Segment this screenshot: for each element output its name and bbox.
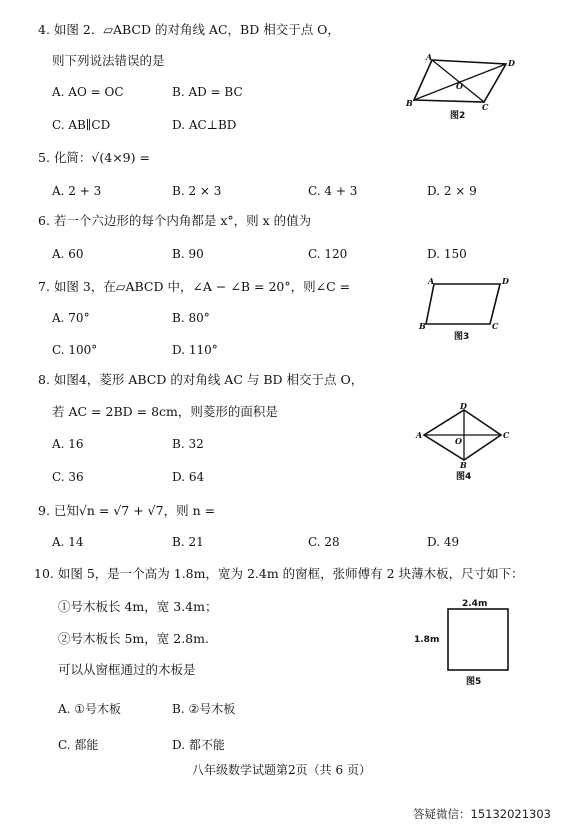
- contact-watermark: 答疑微信：15132021303: [413, 807, 551, 821]
- q7-option-c: C. 100°: [52, 343, 98, 357]
- q10-stem: 10. 如图 5，是一个高为 1.8m，宽为 2.4m 的窗框，张师傅有 2 块薄木板，尺寸如下：: [34, 566, 524, 581]
- q4-option-d: D. AC⊥BD: [172, 118, 237, 132]
- q4-stem-line2: 则下列说法错误的是: [52, 53, 165, 68]
- q5-option-d: D. 2 × 9: [427, 184, 477, 198]
- q8-stem-line2: 若 AC = 2BD = 8cm，则菱形的面积是: [52, 404, 278, 419]
- q6-option-a: A. 60: [52, 247, 84, 261]
- q9-option-b: B. 21: [172, 535, 204, 549]
- fig4-label-a: A: [416, 430, 423, 440]
- figure-2-parallelogram: [400, 52, 520, 122]
- fig3-label-b: B: [419, 321, 426, 331]
- q4-option-a: A. AO = OC: [52, 85, 124, 99]
- q10-board-1: ①号木板长 4m，宽 3.4m；: [58, 599, 218, 614]
- fig5-height-label: 1.8m: [414, 635, 440, 645]
- q5-option-c: C. 4 + 3: [308, 184, 358, 198]
- fig4-label-o: O: [455, 436, 462, 446]
- q5-option-b: B. 2 × 3: [172, 184, 222, 198]
- q6-stem: 6. 若一个六边形的每个内角都是 x°，则 x 的值为: [38, 213, 312, 228]
- q9-option-c: C. 28: [308, 535, 340, 549]
- q9-option-a: A. 14: [52, 535, 84, 549]
- q5-stem: 5. 化简：√(4×9) =: [38, 150, 150, 165]
- figure-5-window-frame: [410, 596, 520, 688]
- page-footer: 八年级数学试题第2页（共 6 页）: [192, 763, 371, 777]
- q10-option-d: D. 都不能: [172, 738, 225, 752]
- q9-stem: 9. 已知√n = √7 + √7，则 n =: [38, 503, 216, 518]
- q8-option-d: D. 64: [172, 470, 205, 484]
- q8-option-a: A. 16: [52, 437, 84, 451]
- fig3-label-d: D: [502, 276, 509, 286]
- q10-option-c: C. 都能: [58, 738, 99, 752]
- q7-stem: 7. 如图 3，在▱ABCD 中，∠A − ∠B = 20°，则∠C =: [38, 279, 351, 294]
- q9-option-d: D. 49: [427, 535, 460, 549]
- q10-option-a: A. ①号木板: [58, 702, 122, 716]
- fig3-label-c: C: [492, 321, 499, 331]
- fig2-caption: 图2: [450, 111, 466, 121]
- q6-option-d: D. 150: [427, 247, 467, 261]
- q10-option-b: B. ②号木板: [172, 702, 236, 716]
- q5-option-a: A. 2 + 3: [52, 184, 102, 198]
- fig4-label-d: D: [460, 401, 467, 411]
- fig3-label-a: A: [428, 276, 435, 286]
- figure-4-rhombus: [414, 400, 514, 482]
- q10-question: 可以从窗框通过的木板是: [58, 662, 196, 677]
- q8-stem: 8. 如图4，菱形 ABCD 的对角线 AC 与 BD 相交于点 O，: [38, 372, 364, 387]
- fig2-label-d: D: [508, 58, 515, 68]
- fig5-caption: 图5: [466, 677, 482, 687]
- fig4-caption: 图4: [456, 472, 472, 482]
- q8-option-b: B. 32: [172, 437, 204, 451]
- q6-option-c: C. 120: [308, 247, 348, 261]
- q4-option-b: B. AD = BC: [172, 85, 243, 99]
- q7-option-a: A. 70°: [52, 311, 90, 325]
- q7-option-b: B. 80°: [172, 311, 210, 325]
- q4-stem: 4. 如图 2．▱ABCD 的对角线 AC，BD 相交于点 O，: [38, 22, 340, 37]
- fig4-label-b: B: [460, 460, 467, 470]
- fig2-label-c: C: [482, 102, 489, 112]
- fig2-label-b: B: [406, 98, 413, 108]
- figure-3-parallelogram: [416, 274, 521, 344]
- q10-board-2: ②号木板长 5m，宽 2.8m.: [58, 631, 209, 646]
- q8-option-c: C. 36: [52, 470, 84, 484]
- q7-option-d: D. 110°: [172, 343, 218, 357]
- fig2-label-a: A: [426, 52, 433, 62]
- q6-option-b: B. 90: [172, 247, 204, 261]
- fig5-width-label: 2.4m: [462, 599, 488, 609]
- q4-option-c: C. AB∥CD: [52, 118, 111, 132]
- fig3-caption: 图3: [454, 332, 470, 342]
- fig4-label-c: C: [503, 430, 510, 440]
- fig2-label-o: O: [456, 81, 463, 91]
